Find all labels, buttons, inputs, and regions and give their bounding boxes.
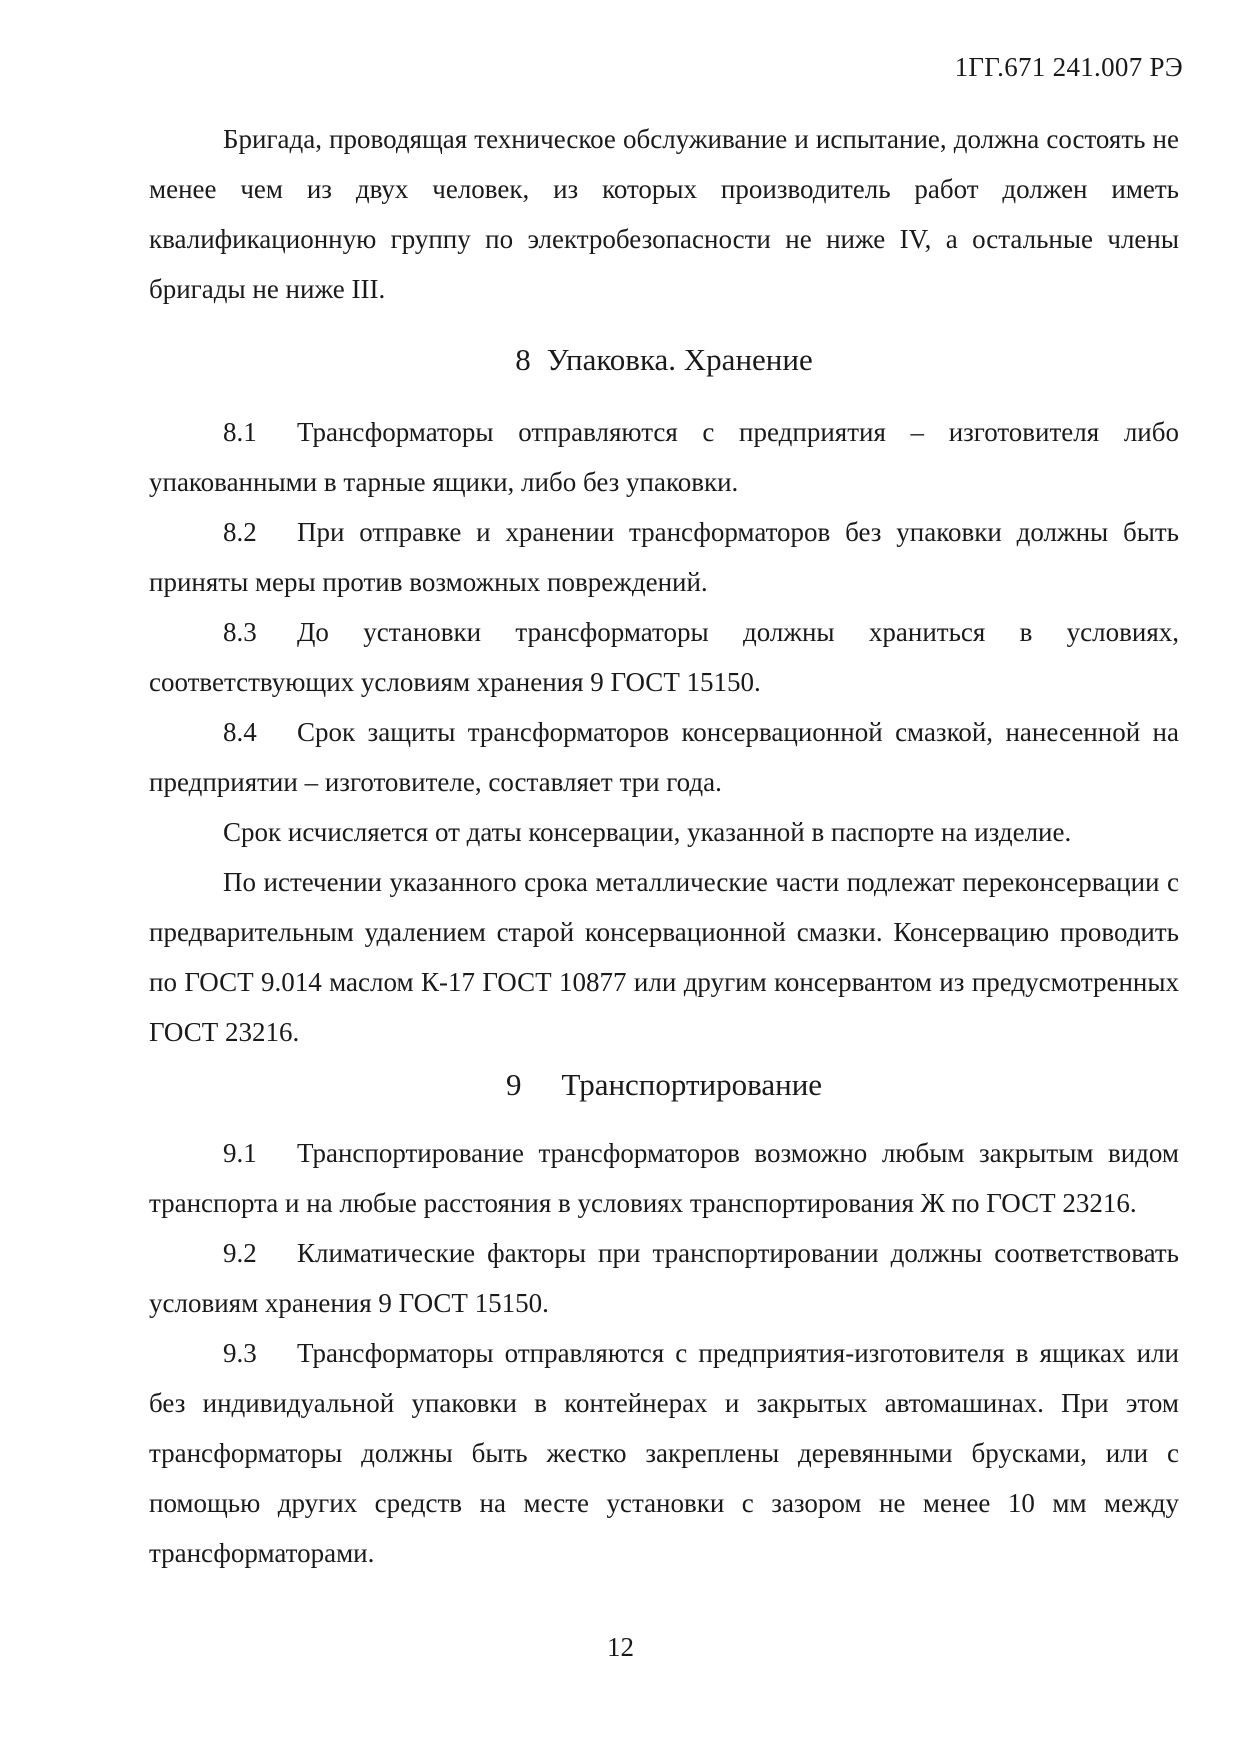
clause-number: 9.1 bbox=[223, 1138, 257, 1168]
clause-number: 8.4 bbox=[223, 717, 257, 747]
clause-number: 9.3 bbox=[223, 1338, 257, 1368]
section-9-heading bbox=[149, 1060, 1179, 1110]
clause-9-3 bbox=[149, 1328, 1179, 1578]
clause-8-4-note-1: Срок исчисляется от даты консервации, указанной в паспорте на изделие. bbox=[223, 817, 1072, 847]
page-content bbox=[149, 114, 1179, 1578]
clause-8-3 bbox=[149, 607, 1179, 707]
section-9-title: Транспортирование bbox=[561, 1067, 823, 1102]
section-9-number: 9 bbox=[505, 1067, 522, 1102]
document-code: 1ГГ.671 241.007 РЭ bbox=[954, 52, 1183, 82]
section-8-heading bbox=[149, 335, 1179, 385]
clause-8-4-note-2: По истечении указанного срока металлические части подлежат переконсервации с предварительным удалением старой консервационной смазки. Консервацию проводить по ГОСТ 9.014 маслом К-17 ГОСТ 10877 или другим консервантом из предусмотренных ГОСТ 23216. bbox=[149, 867, 1179, 1047]
section-8-number: 8 bbox=[515, 342, 531, 377]
clause-number: 8.1 bbox=[223, 417, 257, 447]
clause-text: Срок защиты трансформаторов консервационной смазкой, нанесенной на предприятии – изготовителе, составляет три года. bbox=[149, 717, 1179, 797]
clause-number: 8.2 bbox=[223, 517, 257, 547]
clause-number: 9.2 bbox=[223, 1238, 257, 1268]
intro-paragraph: Бригада, проводящая техническое обслуживание и испытание, должна состоять не менее чем из двух человек, из которых производитель работ должен иметь квалификационную группу по электробезопасности не ниже IV, а остальные члены бригады не ниже III. bbox=[149, 124, 1179, 304]
clause-8-1 bbox=[149, 407, 1179, 507]
clause-8-2 bbox=[149, 507, 1179, 607]
clause-8-4 bbox=[149, 707, 1179, 807]
clause-text: Трансформаторы отправляются с предприятия-изготовителя в ящиках или без индивидуальной упаковки в контейнерах и закрытых автомашинах. При этом трансформаторы должны быть жестко закреплены деревянными брусками, или с помощью других средств на месте установки с зазором не менее 10 мм между трансформаторами. bbox=[149, 1338, 1179, 1568]
section-8-title: Упаковка. Хранение bbox=[546, 342, 813, 377]
page-number: 12 bbox=[607, 1632, 634, 1662]
clause-text: Транспортирование трансформаторов возможно любым закрытым видом транспорта и на любые расстояния в условиях транспортирования Ж по ГОСТ 23216. bbox=[149, 1138, 1179, 1218]
clause-text: Климатические факторы при транспортировании должны соответствовать условиям хранения 9 ГОСТ 15150. bbox=[149, 1238, 1179, 1318]
clause-text: Трансформаторы отправляются с предприятия – изготовителя либо упакованными в тарные ящики, либо без упаковки. bbox=[149, 417, 1179, 497]
clause-text: При отправке и хранении трансформаторов без упаковки должны быть приняты меры против возможных повреждений. bbox=[149, 517, 1179, 597]
clause-9-2 bbox=[149, 1228, 1179, 1328]
clause-text: До установки трансформаторы должны храниться в условиях, соответствующих условиям хранения 9 ГОСТ 15150. bbox=[149, 617, 1179, 697]
clause-9-1 bbox=[149, 1128, 1179, 1228]
clause-number: 8.3 bbox=[223, 617, 257, 647]
